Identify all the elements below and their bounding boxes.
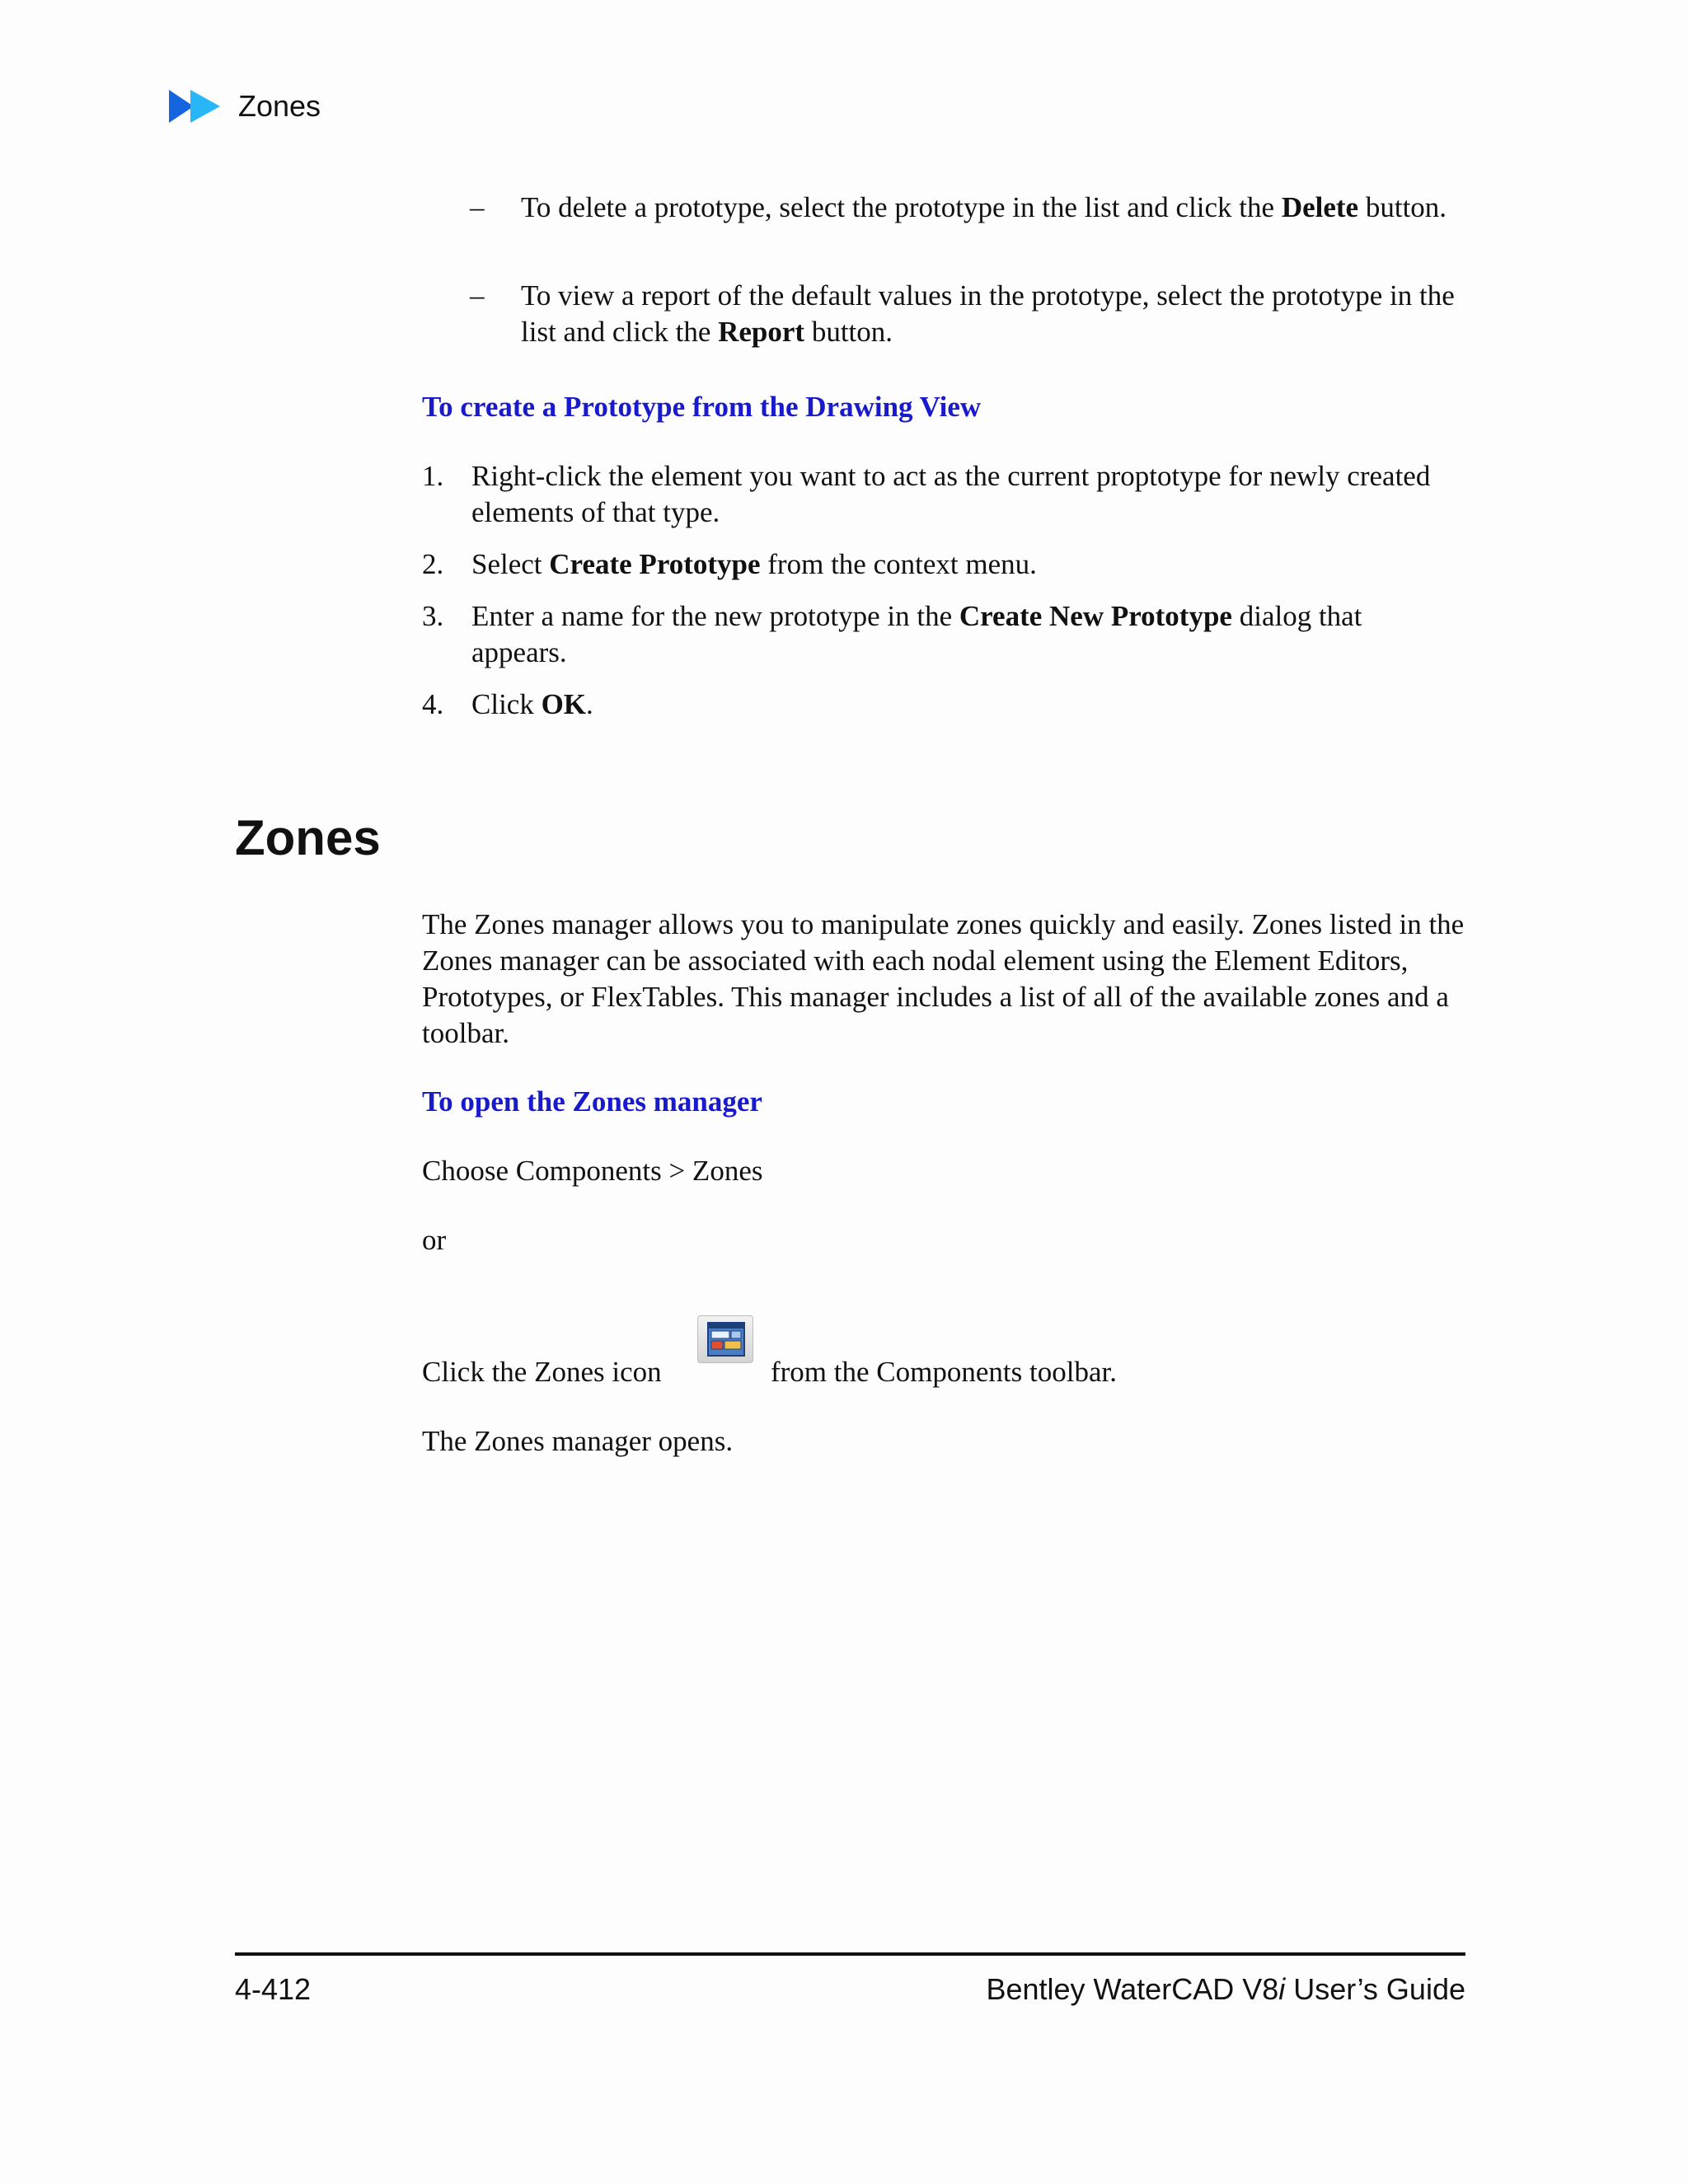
bold-term: Report [718,316,805,348]
text-run: To delete a prototype, select the prototype in the list and click the [521,191,1282,223]
step-number: 2. [422,548,444,580]
step-number: 3. [422,600,444,632]
from-toolbar-text: from the Components toolbar. [771,1356,1117,1388]
zones-manager-icon [697,1315,753,1363]
text-run: Enter a name for the new prototype in the [471,600,959,632]
step-number: 4. [422,688,444,720]
step-number: 1. [422,460,444,492]
or-text: or [422,1224,447,1256]
zones-icon-graphic [698,1316,754,1364]
step-text [471,546,1461,583]
list-item-text [521,278,1469,350]
text-run: dialog that appears. [471,600,1362,668]
bold-term: Delete [1281,191,1359,223]
dash-marker: – [470,191,485,223]
text-run: . [586,688,593,720]
step-text [471,687,1461,723]
text-run: button. [804,316,893,348]
text-run: Click [471,688,542,720]
section-heading-zones: Zones [235,810,381,865]
dash-marker: – [470,279,485,312]
subheading-create-prototype: To create a Prototype from the Drawing View [422,391,982,423]
footer-rule [235,1952,1465,1956]
text-run: Right-click the element you want to act as the current proptotype for newly created elements of that type. [471,460,1431,528]
bold-term: Create New Prototype [959,600,1232,632]
step-text [471,458,1461,531]
text-run: from the context menu. [760,548,1037,580]
page-number: 4-412 [235,1972,312,2006]
guide-title [986,1971,1465,2008]
text-run: button. [1358,191,1447,223]
bold-term: OK [541,688,587,720]
header-title: Zones [238,89,321,123]
choose-menu-path: Choose Components > Zones [422,1155,763,1187]
manager-opens-text: The Zones manager opens. [422,1425,734,1457]
guide-title-italic: i [1278,1972,1286,2006]
click-zones-icon-text: Click the Zones icon [422,1356,662,1388]
bold-term: Create Prototype [549,548,761,580]
subheading-open-zones-manager: To open the Zones manager [422,1085,762,1118]
guide-title-text: Bentley WaterCAD V8 [986,1972,1279,2006]
step-text [471,598,1461,671]
running-header [169,86,321,127]
guide-title-text: User’s Guide [1285,1972,1465,2006]
text-run: To view a report of the default values in the prototype, select the prototype in the list and click the [521,279,1455,348]
zones-intro-paragraph: The Zones manager allows you to manipulate zones quickly and easily. Zones listed in the Zones manager can be associated with each nodal element using the Element Editors, Prototypes, or FlexTables. This manager includes a list of all of the available zones and a toolbar. [422,908,1465,1049]
double-chevron-icon [169,88,223,124]
list-item-text [521,190,1469,226]
text-run: Select [471,548,550,580]
